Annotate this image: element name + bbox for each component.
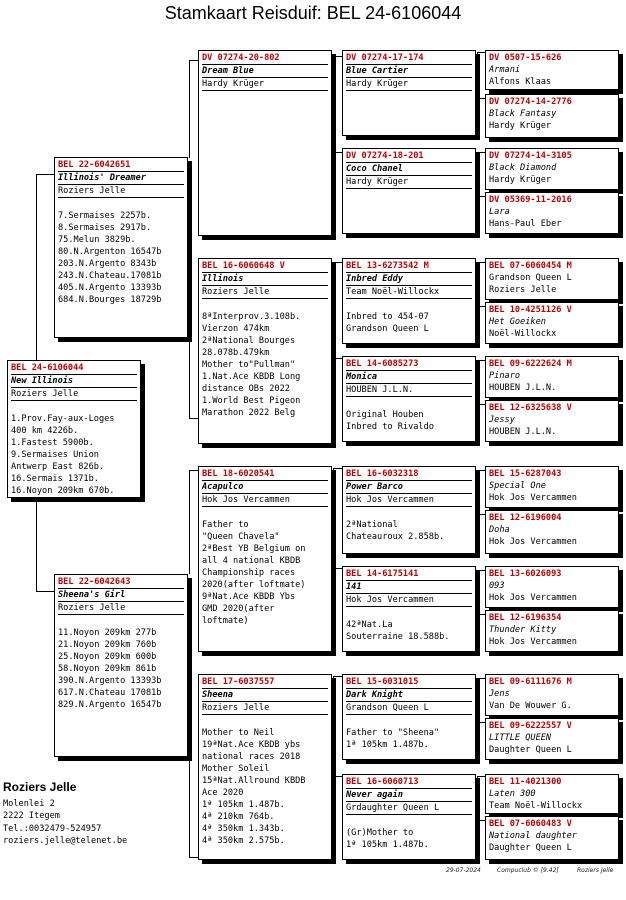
mother-card[interactable] bbox=[54, 574, 188, 757]
ring-number: BEL 12-6196004 bbox=[489, 513, 562, 523]
pigeon-owner: Hans-Paul Eber bbox=[489, 219, 562, 229]
connector-line bbox=[477, 722, 485, 723]
pigeon-name: Special One bbox=[489, 481, 546, 491]
breeder-name: Roziers Jelle bbox=[3, 780, 77, 794]
connector-line bbox=[477, 470, 485, 471]
pigeon-name: Sheena bbox=[202, 688, 328, 701]
connector-line bbox=[477, 776, 478, 820]
pigeon-notes: 42ªNat.La Souterraine 18.588b. bbox=[346, 620, 450, 642]
connector-line bbox=[477, 262, 485, 263]
pigeon-owner: Roziers Jelle bbox=[202, 701, 328, 715]
pigeon-notes: Father to "Sheena" 1ª 105km 1.487b. bbox=[346, 728, 440, 750]
connector-line bbox=[333, 568, 342, 569]
pigeon-name: Grandson Queen L bbox=[489, 273, 572, 283]
ring-number: BEL 18-6020541 bbox=[202, 469, 275, 479]
connector-line bbox=[189, 60, 190, 158]
ring-number: BEL 15-6031015 bbox=[346, 677, 419, 687]
ancestor-card-g4-2[interactable] bbox=[485, 94, 619, 138]
ring-number: BEL 13-6026093 bbox=[489, 569, 562, 579]
ancestor-card-g4-9[interactable] bbox=[485, 466, 619, 508]
pigeon-owner: Hardy Krüger bbox=[489, 121, 552, 131]
pigeon-owner: Grdaughter Queen L bbox=[346, 801, 472, 815]
pigeon-name: Sheena's Girl bbox=[58, 588, 184, 601]
ancestor-card-g4-3[interactable] bbox=[485, 148, 619, 190]
pigeon-owner: Hok Jos Vercammen bbox=[489, 637, 577, 647]
connector-line bbox=[189, 338, 190, 418]
ancestor-card-ff-m[interactable] bbox=[342, 148, 476, 234]
ancestor-card-g4-6[interactable] bbox=[485, 302, 619, 344]
ancestor-card-mm-f[interactable] bbox=[342, 674, 476, 760]
ring-number: BEL 11-4021300 bbox=[489, 777, 562, 787]
pigeon-owner: Hardy Krüger bbox=[489, 175, 552, 185]
ring-number: BEL 22-6042651 bbox=[58, 160, 131, 170]
connector-line bbox=[477, 470, 478, 514]
pigeon-name: Pinaro bbox=[489, 371, 521, 381]
pigeon-notes: Father to "Queen Chavela" 2ªBest YB Belgium on all 4 national KBDB Championship races 2020(after loftmate) 9ªNat.Ace KBDB Ybs GMD 2020(after loftmate) bbox=[202, 520, 306, 626]
pigeon-name: Armani bbox=[489, 65, 521, 75]
ancestor-card-g4-5[interactable] bbox=[485, 258, 619, 300]
paternal-grandfather-card[interactable] bbox=[198, 50, 332, 236]
pigeon-name: Jens bbox=[489, 689, 510, 699]
breeder-street: Molenlei 2 bbox=[3, 798, 55, 809]
pigeon-owner: Grandson Queen L bbox=[346, 701, 472, 715]
pigeon-name: 093 bbox=[489, 581, 505, 591]
father-card[interactable] bbox=[54, 157, 188, 338]
ancestor-card-g4-7[interactable] bbox=[485, 356, 619, 398]
ring-number: DV 0507-15-626 bbox=[489, 53, 562, 63]
connector-line bbox=[477, 98, 485, 99]
pigeon-notes: 8ªInterprov.3.108b. Vierzon 474km 2ªNational Bourges 28.078b.479km Mother to"Pullman" 1.Nat.Ace KBDB Long distance OBs 2022 1.World Best Pigeon Marathon 2022 Belg bbox=[202, 312, 301, 418]
footer-owner: Roziers Jelle bbox=[577, 867, 614, 874]
ring-number: BEL 09-6111676 M bbox=[489, 677, 572, 687]
pigeon-name: Dream Blue bbox=[202, 64, 328, 77]
connector-line bbox=[36, 174, 54, 175]
connector-line bbox=[477, 614, 485, 615]
connector-line bbox=[333, 468, 334, 568]
pigeon-owner: Noël-Willockx bbox=[489, 329, 557, 339]
ring-number: BEL 16-6060713 bbox=[346, 777, 419, 787]
ring-number: BEL 12-6325638 V bbox=[489, 403, 572, 413]
pigeon-notes: Inbred to 454-07 Grandson Queen L bbox=[346, 312, 429, 334]
ancestor-card-mf-f[interactable] bbox=[342, 466, 476, 554]
connector-line bbox=[189, 418, 198, 419]
maternal-grandfather-card[interactable] bbox=[198, 466, 332, 652]
pigeon-owner: Roziers Jelle bbox=[58, 601, 184, 615]
ring-number: BEL 14-6085273 bbox=[346, 359, 419, 369]
pigeon-owner: Roziers Jelle bbox=[11, 387, 137, 401]
connector-line bbox=[189, 470, 198, 471]
breeder-email: roziers.jelle@telenet.be bbox=[3, 836, 128, 846]
pigeon-name: Acapulco bbox=[202, 480, 328, 493]
ring-number: BEL 14-6175141 bbox=[346, 569, 419, 579]
ancestor-card-g4-14[interactable] bbox=[485, 718, 619, 760]
ring-number: BEL 10-4251126 V bbox=[489, 305, 572, 315]
pigeon-owner: HOUBEN J.L.N. bbox=[489, 427, 557, 437]
connector-line bbox=[477, 360, 485, 361]
pigeon-name: Doha bbox=[489, 525, 510, 535]
connector-line bbox=[333, 776, 342, 777]
ancestor-card-mf-m[interactable] bbox=[342, 566, 476, 652]
pigeon-owner: Hok Jos Vercammen bbox=[346, 593, 472, 607]
ring-number: BEL 22-6042643 bbox=[58, 577, 131, 587]
pigeon-notes: 7.Sermaises 2257b. 8.Sermaises 2917b. 75.Melun 3829b. 80.N.Argenton 16547b 203.N.Argento 8343b 243.N.Chateau.17081b 405.N.Argento 13393b 684.N.Bourges 18729b bbox=[58, 211, 162, 305]
pigeon-owner: Hok Jos Vercammen bbox=[489, 593, 577, 603]
pigeon-name: Lara bbox=[489, 207, 510, 217]
connector-line bbox=[477, 776, 485, 777]
pigeon-owner: Alfons Klaas bbox=[489, 77, 552, 87]
pigeon-name: National daughter bbox=[489, 831, 577, 841]
pigeon-name: Inbred Eddy bbox=[346, 272, 472, 285]
ring-number: DV 07274-20-802 bbox=[202, 53, 280, 63]
pigeon-name: Jessy bbox=[489, 415, 515, 425]
breeder-city: 2222 Itegem bbox=[3, 811, 60, 821]
ancestor-card-fm-f[interactable] bbox=[342, 258, 476, 344]
connector-line bbox=[477, 52, 485, 53]
pigeon-notes: 11.Noyon 209km 277b 21.Noyon 209km 760b 25.Noyon 209km 600b 58.Noyon 209km 861b 390.N.Argento 13393b 617.N.Chateau 17081b 829.N.Argento 16547b bbox=[58, 628, 162, 710]
connector-line bbox=[36, 498, 37, 592]
pigeon-owner: Roziers Jelle bbox=[489, 285, 557, 295]
page-title: Stamkaart Reisduif: BEL 24-6106044 bbox=[164, 3, 462, 23]
pigeon-owner: Hardy Krüger bbox=[346, 77, 472, 91]
connector-line bbox=[333, 56, 334, 152]
pigeon-owner: Hok Jos Vercammen bbox=[202, 493, 328, 507]
pigeon-name: Dark Knight bbox=[346, 688, 472, 701]
connector-line bbox=[36, 174, 37, 360]
breeder-phone: Tel.:0032479-524957 bbox=[3, 823, 102, 834]
ancestor-card-ff-f[interactable] bbox=[342, 50, 476, 136]
footer-software: Compuclub © [9.42] bbox=[497, 867, 559, 874]
connector-line bbox=[333, 56, 342, 57]
ancestor-card-g4-10[interactable] bbox=[485, 510, 619, 554]
pigeon-owner: Van De Wouwer G. bbox=[489, 701, 572, 711]
pigeon-owner: Hok Jos Vercammen bbox=[489, 537, 577, 547]
ancestor-card-g4-15[interactable] bbox=[485, 774, 619, 814]
pigeon-notes: Original Houben Inbred to Rivaldo bbox=[346, 410, 434, 432]
pigeon-name: Power Barco bbox=[346, 480, 472, 493]
ring-number: BEL 07-6060483 V bbox=[489, 819, 572, 829]
pigeon-owner: Daughter Queen L bbox=[489, 843, 572, 853]
connector-line bbox=[477, 570, 485, 571]
pigeon-name: Black Diamond bbox=[489, 163, 557, 173]
pigeon-owner: Team Noël-Willockx bbox=[489, 801, 583, 811]
pigeon-notes: (Gr)Mother to 1ª 105km 1.487b. bbox=[346, 828, 429, 850]
ancestor-card-g4-11[interactable] bbox=[485, 566, 619, 608]
pigeon-name: Laten 300 bbox=[489, 789, 536, 799]
ancestor-card-fm-m[interactable] bbox=[342, 356, 476, 442]
pigeon-name: 141 bbox=[346, 580, 472, 593]
connector-line bbox=[477, 404, 485, 405]
connector-line bbox=[333, 358, 342, 359]
ring-number: BEL 16-6060648 V bbox=[202, 261, 285, 271]
pigeon-owner: HOUBEN J.L.N. bbox=[346, 383, 472, 397]
ancestor-card-g4-8[interactable] bbox=[485, 400, 619, 442]
ancestor-card-g4-13[interactable] bbox=[485, 674, 619, 716]
connector-line bbox=[477, 152, 485, 153]
ring-number: BEL 12-6196354 bbox=[489, 613, 562, 623]
pigeon-owner: Team Noël-Willockx bbox=[346, 285, 472, 299]
pigeon-owner: Hok Jos Vercammen bbox=[346, 493, 472, 507]
connector-line bbox=[477, 678, 478, 722]
ring-number: DV 07274-18-201 bbox=[346, 151, 424, 161]
ring-number: DV 05369-11-2016 bbox=[489, 195, 572, 205]
pigeon-notes: Mother to Neil 19ªNat.Ace KBDB ybs national races 2018 Mother Soleil 15ªNat.Allround KBDB Ace 2020 1ª 105km 1.487b. 4ª 210km 764b. 4ª 350km 1.343b. 4ª 350km 2.575b. bbox=[202, 728, 306, 846]
footer-date: 29-07-2024 bbox=[446, 867, 481, 874]
pigeon-name: Never again bbox=[346, 788, 472, 801]
pigeon-owner: Hardy Krüger bbox=[346, 175, 472, 189]
connector-line bbox=[477, 306, 485, 307]
pigeon-name: Monica bbox=[346, 370, 472, 383]
connector-line bbox=[477, 360, 478, 404]
connector-line bbox=[189, 60, 198, 61]
connector-line bbox=[477, 514, 485, 515]
connector-line bbox=[36, 591, 54, 592]
ring-number: DV 07274-14-2776 bbox=[489, 97, 572, 107]
ancestor-card-g4-4[interactable] bbox=[485, 192, 619, 234]
subject-pigeon-card[interactable] bbox=[7, 360, 141, 498]
ancestor-card-g4-1[interactable] bbox=[485, 50, 619, 90]
maternal-grandmother-card[interactable] bbox=[198, 674, 332, 860]
pigeon-name: Het Goeiken bbox=[489, 317, 546, 327]
pigeon-owner: Hok Jos Vercammen bbox=[489, 493, 577, 503]
connector-line bbox=[333, 676, 334, 776]
connector-line bbox=[333, 262, 334, 358]
connector-line bbox=[477, 820, 485, 821]
ring-number: DV 07274-17-174 bbox=[346, 53, 424, 63]
connector-line bbox=[477, 152, 478, 196]
ring-number: BEL 24-6106044 bbox=[11, 363, 84, 373]
connector-line bbox=[189, 470, 190, 574]
ring-number: BEL 15-6287043 bbox=[489, 469, 562, 479]
ring-number: DV 07274-14-3105 bbox=[489, 151, 572, 161]
pigeon-owner: HOUBEN J.L.N. bbox=[489, 383, 557, 393]
pigeon-name: Thunder Kitty bbox=[489, 625, 557, 635]
pigeon-notes: 1.Prov.Fay-aux-Loges 400 km 4226b. 1.Fastest 5900b. 9.Sermaises Union Antwerp East 826b. 16.Sermais 1371b. 16.Noyon 209km 670b. bbox=[11, 414, 115, 496]
connector-line bbox=[189, 757, 190, 857]
pigeon-name: Illinois' Dreamer bbox=[58, 171, 184, 184]
pigeon-name: Illinois bbox=[202, 272, 328, 285]
connector-line bbox=[333, 262, 342, 263]
ring-number: BEL 09-6222624 M bbox=[489, 359, 572, 369]
paternal-grandmother-card[interactable] bbox=[198, 258, 332, 444]
connector-line bbox=[333, 468, 342, 469]
pigeon-owner: Hardy Krüger bbox=[202, 77, 328, 91]
ancestor-card-g4-12[interactable] bbox=[485, 610, 619, 652]
connector-line bbox=[477, 570, 478, 614]
ring-number: BEL 16-6032318 bbox=[346, 469, 419, 479]
connector-line bbox=[333, 152, 342, 153]
connector-line bbox=[477, 52, 478, 98]
pigeon-owner: Roziers Jelle bbox=[202, 285, 328, 299]
breeder-info bbox=[3, 781, 127, 848]
ring-number: BEL 07-6060454 M bbox=[489, 261, 572, 271]
connector-line bbox=[477, 196, 485, 197]
pigeon-owner: Roziers Jelle bbox=[58, 184, 184, 198]
connector-line bbox=[477, 262, 478, 306]
ring-number: BEL 17-6037557 bbox=[202, 677, 275, 687]
ancestor-card-g4-16[interactable] bbox=[485, 816, 619, 860]
ring-number: BEL 13-6273542 M bbox=[346, 261, 429, 271]
pigeon-name: New Illinois bbox=[11, 374, 137, 387]
pigeon-name: Black Fantasy bbox=[489, 109, 557, 119]
pigeon-name: Blue Cartier bbox=[346, 64, 472, 77]
connector-line bbox=[477, 678, 485, 679]
ancestor-card-mm-m[interactable] bbox=[342, 774, 476, 860]
pigeon-owner: Daughter Queen L bbox=[489, 745, 572, 755]
pigeon-name: Coco Chanel bbox=[346, 162, 472, 175]
ring-number: BEL 09-6222557 V bbox=[489, 721, 572, 731]
connector-line bbox=[189, 857, 198, 858]
connector-line bbox=[333, 676, 342, 677]
pigeon-notes: 2ªNational Chateauroux 2.858b. bbox=[346, 520, 445, 542]
pigeon-name: LITTLE QUEEN bbox=[489, 733, 552, 743]
